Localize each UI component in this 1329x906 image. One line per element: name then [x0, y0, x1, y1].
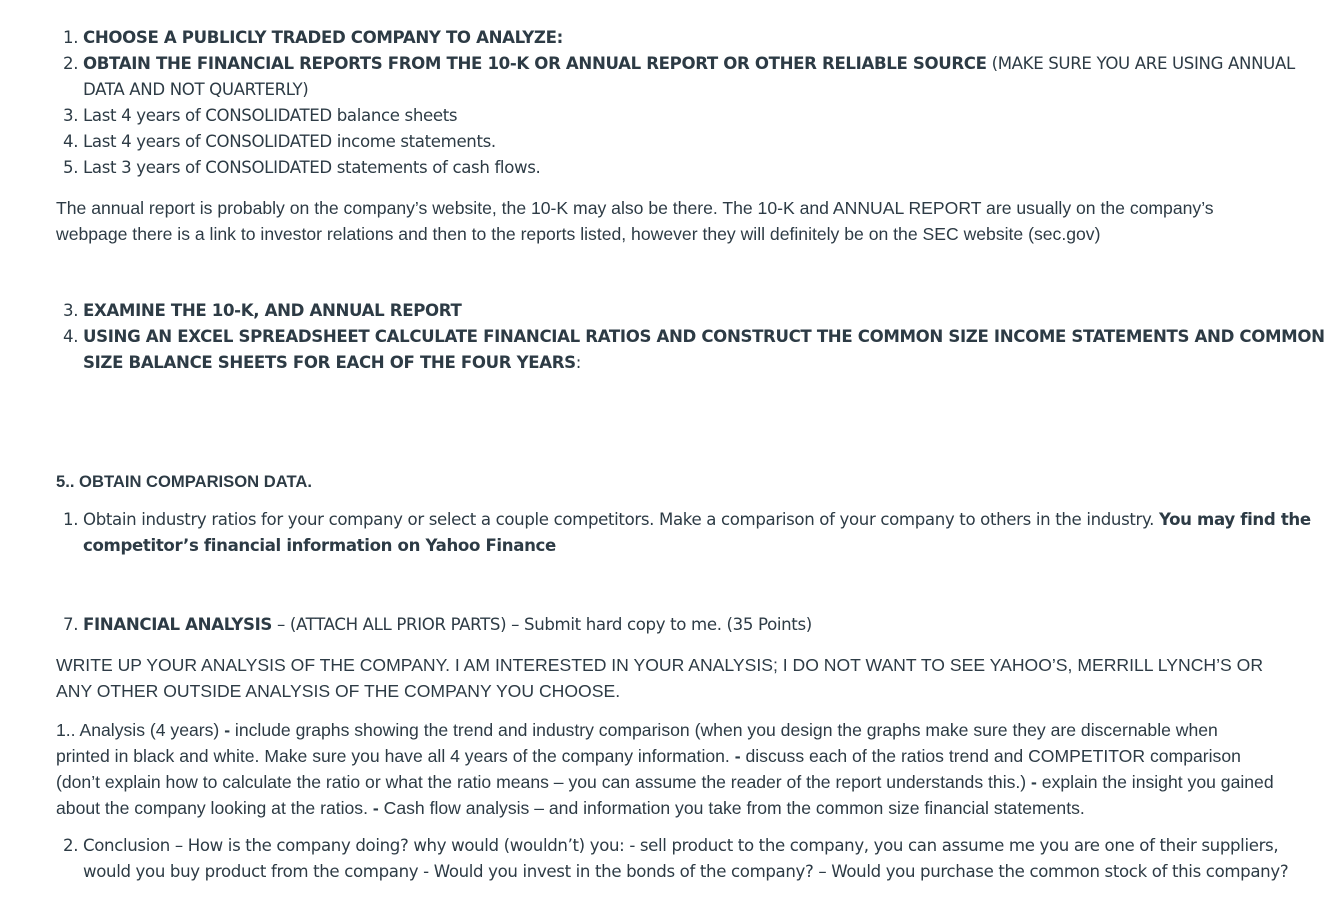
list-number: 3. [63, 106, 79, 125]
list-item-text: Last 4 years of CONSOLIDATED balance sheets [83, 106, 458, 125]
list-number: 4. [63, 132, 79, 151]
paragraph-line [56, 769, 1274, 795]
bold-text: - [1031, 772, 1037, 792]
list-item-text [83, 51, 1295, 77]
plain-text: printed in black and white. Make sure you have all 4 years of the company information. [56, 746, 735, 766]
list-item-text [83, 507, 1311, 533]
list-item-text: Last 3 years of CONSOLIDATED statements of cash flows. [83, 158, 541, 177]
paragraph-line: ANY OTHER OUTSIDE ANALYSIS OF THE COMPANY YOU CHOOSE. [56, 681, 621, 701]
section-heading: 5.. OBTAIN COMPARISON DATA. [56, 472, 312, 491]
list-number: 5. [63, 158, 79, 177]
list-number: 4. [63, 327, 79, 346]
bold-text: - [734, 746, 741, 766]
paragraph-line [56, 743, 1241, 769]
paragraph-line: webpage there is a link to investor relations and then to the reports listed, however they will definitely be on the SEC website (sec.gov) [56, 224, 1101, 244]
list-item-text: Last 4 years of CONSOLIDATED income statements. [83, 132, 496, 151]
plain-text: (don’t explain how to calculate the ratio or what the ratio means – you can assume the reader of the report understands this.) [56, 772, 1032, 792]
paragraph-line [56, 717, 1218, 743]
bold-text: You may find the [1158, 510, 1311, 529]
plain-text: Cash flow analysis – and information you take from the common size financial statements. [378, 798, 1085, 818]
list-number: 1. [63, 28, 79, 47]
plain-text: include graphs showing the trend and industry comparison (when you design the graphs make sure they are discernable when [230, 720, 1218, 740]
paragraph-line: The annual report is probably on the company’s website, the 10-K may also be there. The 10-K and ANNUAL REPORT are usually on the company’s [56, 198, 1214, 218]
bold-text: FINANCIAL ANALYSIS [83, 615, 273, 634]
list-number: 3. [63, 301, 79, 320]
list-number: 2. [63, 836, 79, 855]
paragraph-line [56, 795, 1085, 821]
list-number: 1. [63, 510, 79, 529]
list-item-text [83, 612, 812, 638]
plain-text: – (ATTACH ALL PRIOR PARTS) – Submit hard copy to me. (35 Points) [272, 615, 812, 634]
bold-text: - [372, 798, 379, 818]
list-item-text: would you buy product from the company - Would you invest in the bonds of the company? – Would you purchase the common stock of this company? [83, 862, 1289, 881]
plain-text: 1.. Analysis (4 years) [56, 720, 225, 740]
paragraph-line: WRITE UP YOUR ANALYSIS OF THE COMPANY. I AM INTERESTED IN YOUR ANALYSIS; I DO NOT WANT TO SEE YAHOO’S, MERRILL LYNCH’S OR [56, 655, 1264, 675]
list-item-text: EXAMINE THE 10-K, AND ANNUAL REPORT [83, 301, 462, 320]
plain-text: : [575, 353, 582, 372]
bold-text: SIZE BALANCE SHEETS FOR EACH OF THE FOUR YEARS [83, 353, 576, 372]
plain-text: discuss each of the ratios trend and COMPETITOR comparison [740, 746, 1241, 766]
list-item-text: CHOOSE A PUBLICLY TRADED COMPANY TO ANALYZE: [83, 28, 563, 47]
list-number: 7. [63, 615, 79, 634]
plain-text: Obtain industry ratios for your company or select a couple competitors. Make a comparison of your company to others in the industry. [83, 510, 1159, 529]
plain-text: (MAKE SURE YOU ARE USING ANNUAL [986, 54, 1295, 73]
list-item-text: competitor’s financial information on Yahoo Finance [83, 536, 556, 555]
bold-text: OBTAIN THE FINANCIAL REPORTS FROM THE 10-K OR ANNUAL REPORT OR OTHER RELIABLE SOURCE [83, 54, 987, 73]
list-number: 2. [63, 54, 79, 73]
list-item-text: Conclusion – How is the company doing? why would (wouldn’t) you: - sell product to the company, you can assume me you are one of their suppliers, [83, 836, 1279, 855]
plain-text: explain the insight you gained [1036, 772, 1274, 792]
list-item-text: DATA AND NOT QUARTERLY) [83, 80, 309, 99]
bold-text: - [224, 720, 231, 740]
list-item-text [83, 350, 581, 376]
plain-text: about the company looking at the ratios. [56, 798, 373, 818]
list-item-text: USING AN EXCEL SPREADSHEET CALCULATE FINANCIAL RATIOS AND CONSTRUCT THE COMMON SIZE INCOME STATEMENTS AND COMMON [83, 327, 1325, 346]
